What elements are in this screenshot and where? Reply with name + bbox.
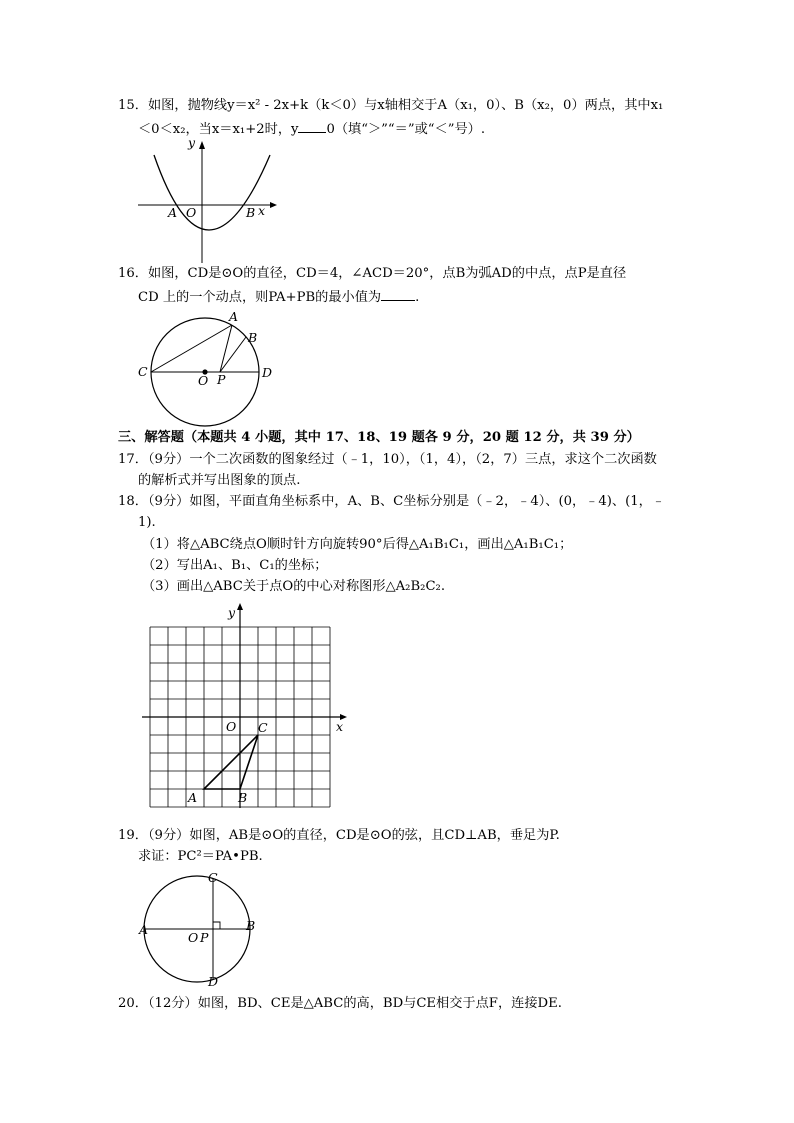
q16-segment-pb <box>220 337 246 372</box>
q16-answer-blank <box>381 288 415 301</box>
q20-line-1: 20．（12分）如图，BD、CE是△ABC的高，BD与CE相交于点F，连接DE. <box>118 996 562 1011</box>
q18-grid-figure <box>140 600 360 815</box>
q17-line-1: 17．（9分）一个二次函数的图象经过（﹣1，10），（1，4），（2，7）三点，求这个二次函数 <box>118 452 657 467</box>
q19-label-o: O <box>188 930 199 945</box>
q15-parabola-figure <box>130 135 280 265</box>
q15-label-o: O <box>186 205 197 220</box>
q15-line-2-start: ＜0＜x₂，当x＝x₁+2时，y <box>138 122 299 137</box>
q15-x-arrow-icon <box>270 202 277 208</box>
q15-label-b: B <box>246 205 256 220</box>
q19-label-d: D <box>208 974 219 989</box>
q16-segment-ap <box>220 325 232 372</box>
q19-label-c: C <box>208 870 218 885</box>
q16-label-c: C <box>138 364 148 379</box>
q16-chord-ca <box>151 325 232 372</box>
q16-label-b: B <box>248 330 258 345</box>
q19-line-1: 19．（9分）如图，AB是⊙O的直径，CD是⊙O的弦，且CD⊥AB，垂足为P. <box>118 828 560 843</box>
q18-triangle-abc <box>204 735 258 789</box>
q15-line-1: 15．如图，抛物线y＝x² - 2x+k（k＜0）与x轴相交于A（x₁，0）、B（x₂，0）两点，其中x₁ <box>118 98 664 113</box>
q19-circle-figure <box>136 868 266 990</box>
q18-subquestion-3: （3）画出△ABC关于点O的中心对称图形△A₂B₂C₂. <box>142 579 446 594</box>
q16-line-2-start: CD 上的一个动点，则PA+PB的最小值为 <box>138 290 382 305</box>
q18-label-b: B <box>238 790 248 805</box>
q19-label-b: B <box>246 918 256 933</box>
q16-label-o: O <box>198 373 209 388</box>
q16-line-2-end: . <box>415 290 420 305</box>
q15-answer-blank <box>298 120 326 133</box>
q18-subquestion-1: （1）将△ABC绕点O顺时针方向旋转90°后得△A₁B₁C₁，画出△A₁B₁C₁； <box>142 537 573 552</box>
q16-label-p: P <box>217 372 226 387</box>
q16-label-a: A <box>229 309 239 324</box>
q19-right-angle-mark <box>213 922 220 929</box>
q15-line-2-end: 0（填“＞”“＝”或“＜”号）. <box>326 122 486 137</box>
q15-label-a: A <box>168 205 178 220</box>
q18-label-o: O <box>226 719 237 734</box>
q15-label-x: x <box>258 203 266 218</box>
q18-line-1: 18．（9分）如图，平面直角坐标系中，A、B、C坐标分别是（﹣2，﹣4）、(0，﹣4)、(1，﹣ <box>118 494 666 509</box>
q17-line-2: 的解析式并写出图象的顶点. <box>138 473 301 488</box>
q19-label-a: A <box>139 922 149 937</box>
q19-label-p: P <box>200 930 209 945</box>
q18-label-x: x <box>336 719 344 734</box>
q16-circle-figure <box>136 305 276 427</box>
q15-label-y: y <box>188 135 196 150</box>
q16-line-2 <box>138 288 419 306</box>
q16-line-1: 16．如图，CD是⊙O的直径，CD＝4，∠ACD＝20°，点B为弧AD的中点，点P是直径 <box>118 266 627 281</box>
q18-y-arrow-icon <box>237 603 243 610</box>
q18-line-2: 1). <box>138 515 156 530</box>
q19-line-2: 求证：PC²＝PA•PB. <box>138 849 263 864</box>
q15-y-arrow-icon <box>199 141 205 149</box>
q18-subquestion-2: （2）写出A₁、B₁、C₁的坐标； <box>142 558 328 573</box>
q18-label-c: C <box>258 720 268 735</box>
q18-label-y: y <box>228 605 236 620</box>
q16-label-d: D <box>262 365 273 380</box>
section-3-heading: 三、解答题（本题共 4 小题，其中 17、18、19 题各 9 分，20 题 12 分，共 39 分） <box>118 430 640 445</box>
q18-label-a: A <box>188 790 198 805</box>
